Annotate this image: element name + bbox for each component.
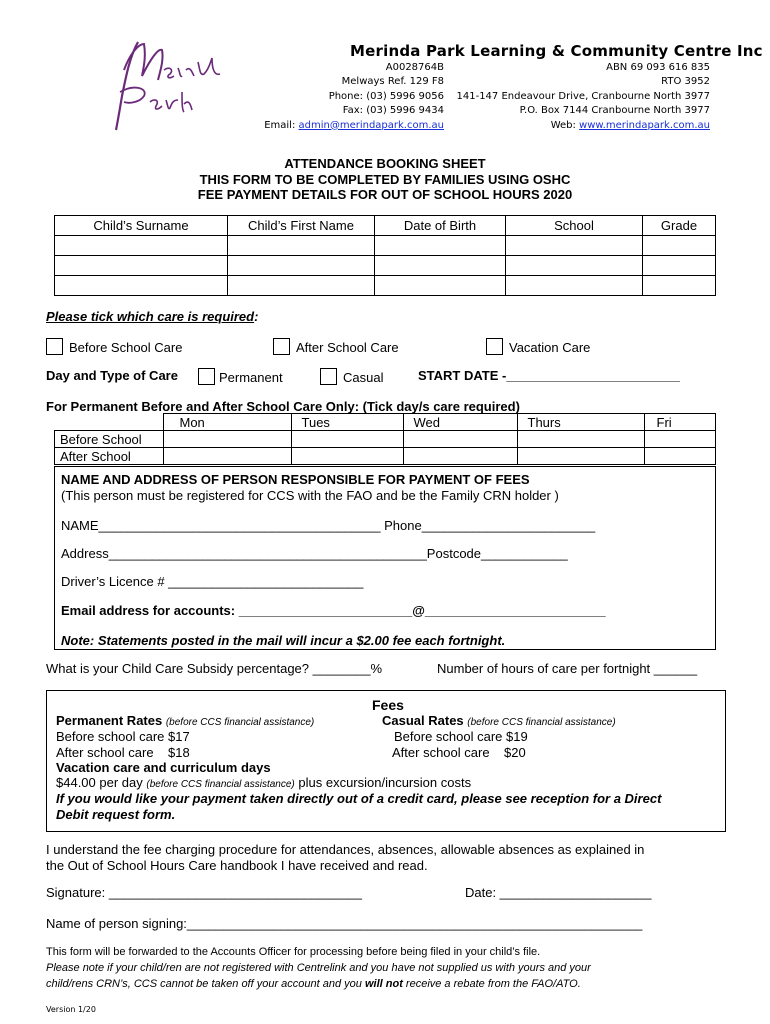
input-cell[interactable] (643, 276, 716, 296)
vacation-care-label: Vacation Care (509, 340, 591, 355)
title-line-2: THIS FORM TO BE COMPLETED BY FAMILIES USING OSHC (199, 171, 571, 187)
input-cell[interactable] (55, 256, 228, 276)
subsidy-percentage-field[interactable]: What is your Child Care Subsidy percentage? ________% (46, 661, 383, 676)
name-signing-field[interactable]: Name of person signing:_______________________________________________________________ (46, 916, 643, 931)
cas-after-price: After school care $20 (392, 745, 526, 760)
permanent-rates-title (56, 713, 314, 728)
tick-cell[interactable] (644, 448, 716, 465)
child-row (55, 256, 716, 276)
rto: RTO 3952 (661, 76, 710, 88)
casual-label: Casual (343, 370, 384, 385)
care-prompt-colon: : (254, 309, 259, 324)
tick-cell[interactable] (517, 448, 644, 465)
tick-cell[interactable] (517, 431, 644, 448)
vacation-care-option[interactable] (486, 338, 590, 355)
days-corner (55, 414, 164, 431)
date-field[interactable]: Date: _____________________ (465, 885, 652, 900)
header-left-block (264, 61, 444, 133)
version-label: Version 1/20 (46, 1005, 96, 1014)
org-name: Merinda Park Learning & Community Centre Inc (350, 42, 763, 60)
phone-number: Phone: (03) 5996 9056 (328, 90, 444, 102)
before-school-checkbox[interactable] (46, 338, 63, 355)
before-school-option[interactable] (46, 338, 182, 355)
child-details-table (54, 215, 716, 296)
care-prompt-text: Please tick which care is required (46, 309, 255, 324)
start-date-field[interactable]: START DATE -________________________ (418, 368, 680, 383)
address-postcode-field[interactable]: Address____________________________________________Postcode____________ (61, 546, 568, 561)
footer-line-1: This form will be forwarded to the Accounts Officer for processing before being filed in your child’s file. (46, 946, 541, 958)
vacation-price: $44.00 per day (56, 775, 147, 790)
before-school-label: Before School Care (69, 340, 183, 355)
vacation-title: Vacation care and curriculum days (56, 760, 271, 775)
child-row (55, 276, 716, 296)
tick-cell[interactable] (163, 448, 291, 465)
payer-heading: NAME AND ADDRESS OF PERSON RESPONSIBLE FOR PAYMENT OF FEES (61, 472, 530, 487)
permanent-option[interactable] (198, 368, 283, 385)
email-row (264, 119, 444, 133)
credit-card-line-1: If you would like your payment taken directly out of a credit card, please see reception for a Direct (56, 791, 662, 806)
declaration-line-2: the Out of School Hours Care handbook I have received and read. (46, 858, 428, 873)
permanent-label: Permanent (219, 370, 283, 385)
after-school-row (55, 448, 716, 465)
statement-note: Note: Statements posted in the mail will incur a $2.00 fee each fortnight. (61, 633, 506, 648)
input-cell[interactable] (375, 256, 506, 276)
child-row (55, 236, 716, 256)
after-school-option[interactable] (273, 338, 399, 355)
title-line-1: ATTENDANCE BOOKING SHEET (284, 156, 486, 171)
input-cell[interactable] (506, 256, 643, 276)
before-school-row (55, 431, 716, 448)
col-grade: Grade (643, 216, 716, 236)
input-cell[interactable] (228, 276, 375, 296)
days-header-row (55, 414, 716, 431)
vacation-price-line (56, 775, 471, 790)
vacation-care-checkbox[interactable] (486, 338, 503, 355)
accounts-email-field[interactable]: Email address for accounts: ________________________@_________________________ (61, 603, 606, 618)
input-cell[interactable] (643, 236, 716, 256)
title-line-3: FEE PAYMENT DETAILS FOR OUT OF SCHOOL HOURS 2020 (197, 187, 573, 202)
days-table (54, 413, 716, 465)
signature-field[interactable]: Signature: ___________________________________ (46, 885, 362, 900)
tick-cell[interactable] (291, 431, 403, 448)
vacation-extra: plus excursion/incursion costs (294, 775, 472, 790)
registration-number: A0028764B (385, 62, 444, 73)
licence-field[interactable]: Driver’s Licence # ___________________________ (61, 574, 364, 589)
casual-rates-label: Casual Rates (382, 713, 464, 728)
care-prompt (46, 309, 258, 324)
after-school-label: After School Care (296, 340, 399, 355)
input-cell[interactable] (375, 236, 506, 256)
input-cell[interactable] (55, 276, 228, 296)
fees-heading: Fees (372, 697, 404, 713)
permanent-rates-label: Permanent Rates (56, 713, 163, 728)
input-cell[interactable] (506, 236, 643, 256)
street-address: 141-147 Endeavour Drive, Cranbourne North 3977 (456, 90, 710, 102)
tick-cell[interactable] (644, 431, 716, 448)
input-cell[interactable] (643, 256, 716, 276)
day-wed: Wed (403, 414, 517, 431)
melways-ref: Melways Ref. 129 F8 (341, 76, 444, 88)
input-cell[interactable] (228, 256, 375, 276)
day-mon: Mon (163, 414, 291, 431)
declaration-line-1: I understand the fee charging procedure for attendances, absences, allowable absences as explained in (46, 842, 645, 857)
days-heading: For Permanent Before and After School Care Only: (Tick day/s care required) (46, 399, 520, 414)
col-dob: Date of Birth (375, 216, 506, 236)
perm-after-price: After school care $18 (56, 745, 190, 760)
footer-line-3 (46, 978, 581, 990)
perm-before-price: Before school care $17 (56, 729, 190, 744)
name-phone-field[interactable]: NAME_______________________________________ Phone________________________ (61, 518, 596, 533)
tick-cell[interactable] (291, 448, 403, 465)
input-cell[interactable] (375, 276, 506, 296)
cas-before-price: Before school care $19 (394, 729, 528, 744)
input-cell[interactable] (228, 236, 375, 256)
email-label: Email: (264, 119, 299, 131)
permanent-rates-note: (before CCS financial assistance) (165, 717, 315, 728)
tick-cell[interactable] (403, 448, 517, 465)
tick-cell[interactable] (403, 431, 517, 448)
footer-line-2: Please note if your child/ren are not registered with Centrelink and you have not supplied us with yours and your (46, 962, 591, 974)
day-type-label: Day and Type of Care (46, 368, 178, 383)
day-fri: Fri (644, 414, 716, 431)
day-tues: Tues (291, 414, 403, 431)
permanent-checkbox[interactable] (198, 368, 215, 385)
web-link[interactable]: www.merindapark.com.au (579, 119, 710, 131)
merinda-park-logo (100, 36, 240, 132)
web-row (457, 119, 711, 133)
abn: ABN 69 093 616 835 (606, 62, 710, 73)
footer-line-3b: will not (364, 978, 403, 990)
child-table-header (55, 216, 716, 236)
casual-checkbox[interactable] (320, 368, 337, 385)
casual-rates-note: (before CCS financial assistance) (467, 717, 616, 728)
input-cell[interactable] (55, 236, 228, 256)
po-box: P.O. Box 7144 Cranbourne North 3977 (519, 105, 710, 117)
tick-cell[interactable] (163, 431, 291, 448)
fax-number: Fax: (03) 5996 9434 (342, 105, 444, 117)
row-label-before: Before School (55, 431, 164, 448)
footer-line-3c: receive a rebate from the FAO/ATO. (402, 978, 581, 990)
row-label-after: After School (55, 448, 164, 465)
day-thurs: Thurs (517, 414, 644, 431)
col-first-name: Child’s First Name (228, 216, 375, 236)
col-school: School (506, 216, 643, 236)
header-right-block (457, 61, 711, 133)
email-link[interactable]: admin@merindapark.com.au (298, 119, 444, 131)
web-label: Web: (550, 119, 580, 131)
vacation-note: (before CCS financial assistance) (146, 779, 295, 790)
input-cell[interactable] (506, 276, 643, 296)
casual-rates-title (382, 713, 616, 728)
credit-card-line-2: Debit request form. (56, 807, 176, 822)
casual-option[interactable] (320, 368, 383, 385)
footer-line-3a: child/rens CRN’s, CCS cannot be taken off your account and you (46, 978, 365, 990)
form-title (0, 156, 770, 203)
payer-subheading: (This person must be registered for CCS with the FAO and be the Family CRN holder ) (61, 488, 559, 503)
col-surname: Child’s Surname (55, 216, 228, 236)
hours-per-fortnight-field[interactable]: Number of hours of care per fortnight ______ (437, 661, 698, 676)
after-school-checkbox[interactable] (273, 338, 290, 355)
